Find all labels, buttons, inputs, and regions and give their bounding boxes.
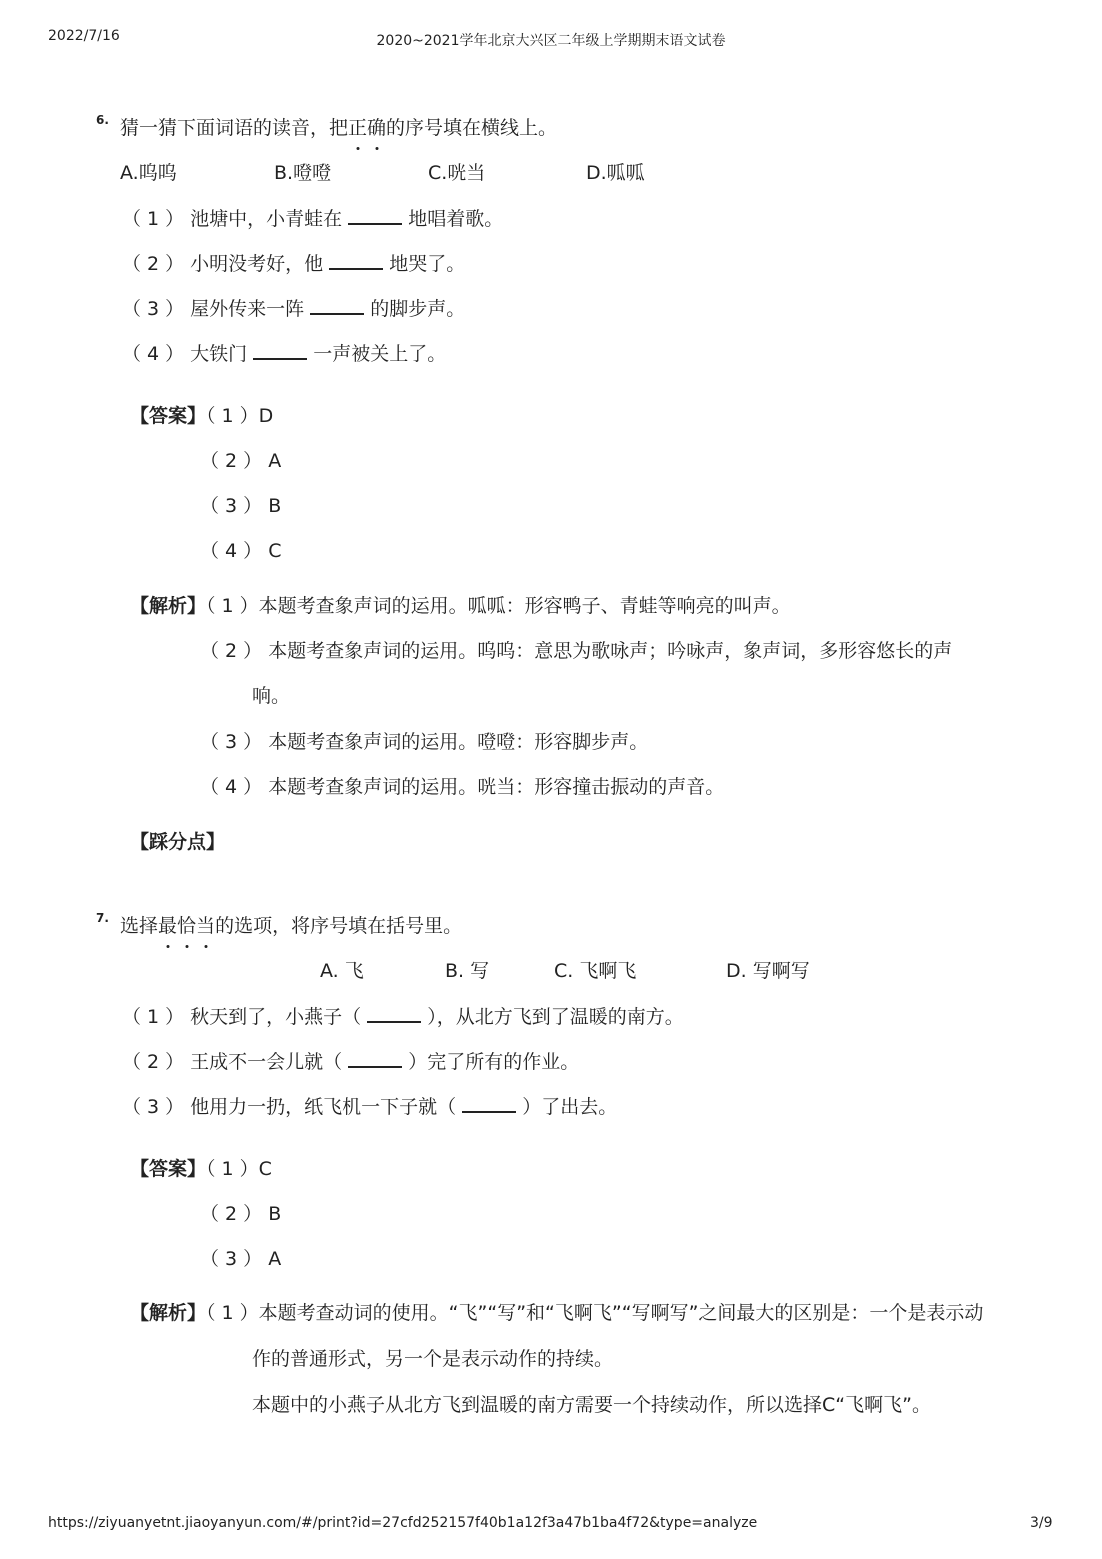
option-a: A. 飞 [320,960,364,982]
item-label: （ 2 ） [122,253,185,275]
answer-blank[interactable] [367,1003,421,1023]
emphasis-char: 确 [367,117,387,139]
item-text: ）了出去。 [522,1096,618,1118]
stem-text: 猜一猜下面词语的读音，把 [120,117,349,139]
answer-value: （ 3 ） B [200,495,282,517]
answer-label: 【答案】 [130,1158,207,1180]
item-label: （ 3 ） [122,298,185,320]
option-c: C.咣当 [428,162,486,184]
document-title: 2020~2021学年北京大兴区二年级上学期期末语文试卷 [376,33,726,49]
emphasis-char: 恰 [177,915,197,937]
item-text: 的脚步声。 [370,298,466,320]
emphasis-char: 最 [158,915,178,937]
analysis-text: 响。 [252,685,291,707]
emphasis-char: 当 [196,915,216,937]
analysis-label: 【解析】 [130,595,207,617]
emphasis-char: 正 [348,117,368,139]
analysis-text: （ 2 ） 本题考查象声词的运用。呜呜：意思为歌咏声；吟咏声，象声词，多形容悠长的声 [200,640,953,662]
analysis-section [130,1300,983,1326]
answer-section [130,403,273,429]
item-text: 王成不一会儿就（ [190,1051,343,1073]
sub-question-4 [122,340,446,367]
stem-text: 的选项，将序号填在括号里。 [215,915,463,937]
answer-section [130,1156,272,1182]
question-number: 6. [96,113,109,127]
item-text: 大铁门 [190,343,248,365]
item-text: ），从北方飞到了温暖的南方。 [427,1006,684,1028]
answer-blank[interactable] [348,205,402,225]
option-b: B.噔噔 [274,162,332,184]
answer-value: （ 2 ） A [200,450,282,472]
sub-question-1 [122,1003,684,1030]
answer-label: 【答案】 [130,405,207,427]
item-text: 小明没考好，他 [190,253,324,275]
item-text: 屋外传来一阵 [190,298,305,320]
analysis-text: （ 1 ）本题考查动词的使用。“飞”“写”和“飞啊飞”“写啊写”之间最大的区别是：一个是表示动 [206,1302,984,1324]
sub-question-2 [122,1048,579,1075]
item-text: 地哭了。 [389,253,466,275]
item-label: （ 4 ） [122,343,185,365]
stem-text: 选择 [120,915,159,937]
page-url[interactable]: https://ziyuanyetnt.jiaoyanyun.com/#/print?id=27cfd252157f40b1a12f3a47b1ba4f72&type=analyze [48,1515,758,1531]
option-a: A.呜呜 [120,162,177,184]
answer-blank[interactable] [310,295,364,315]
sub-question-3 [122,295,465,322]
item-text: 秋天到了，小燕子（ [190,1006,362,1028]
answer-value: （ 1 ）D [206,405,274,427]
analysis-text: （ 1 ）本题考查象声词的运用。呱呱：形容鸭子、青蛙等响亮的叫声。 [206,595,791,617]
analysis-text: （ 4 ） 本题考查象声词的运用。咣当：形容撞击振动的声音。 [200,776,725,798]
sub-question-1 [122,205,503,232]
scoring-points-label: 【踩分点】 [130,831,226,853]
option-c: C. 飞啊飞 [554,960,637,982]
item-text: 池塘中，小青蛙在 [190,208,343,230]
sub-question-2 [122,250,465,277]
answer-blank[interactable] [462,1093,516,1113]
stem-text: 的序号填在横线上。 [386,117,558,139]
item-label: （ 1 ） [122,1006,185,1028]
print-date: 2022/7/16 [48,28,120,44]
analysis-section [130,593,791,619]
item-text: 一声被关上了。 [313,343,447,365]
answer-value: （ 1 ）C [206,1158,272,1180]
sub-question-3 [122,1093,617,1120]
answer-value: （ 4 ） C [200,540,282,562]
item-label: （ 2 ） [122,1051,185,1073]
analysis-text: 本题中的小燕子从北方飞到温暖的南方需要一个持续动作，所以选择C“飞啊飞”。 [252,1394,931,1416]
answer-value: （ 3 ） A [200,1248,282,1270]
option-d: D.呱呱 [586,162,645,184]
analysis-text: （ 3 ） 本题考查象声词的运用。噔噔：形容脚步声。 [200,731,649,753]
answer-value: （ 2 ） B [200,1203,282,1225]
option-d: D. 写啊写 [726,960,810,982]
question-stem [120,913,462,939]
item-text: 他用力一扔，纸飞机一下子就（ [190,1096,457,1118]
page-number: 3/9 [1030,1515,1053,1531]
item-text: 地唱着歌。 [408,208,504,230]
item-label: （ 1 ） [122,208,185,230]
question-number: 7. [96,911,109,925]
question-stem [120,115,557,141]
analysis-label: 【解析】 [130,1302,207,1324]
item-label: （ 3 ） [122,1096,185,1118]
option-b: B. 写 [445,960,490,982]
item-text: ）完了所有的作业。 [408,1051,580,1073]
answer-blank[interactable] [329,250,383,270]
analysis-text: 作的普通形式，另一个是表示动作的持续。 [252,1348,614,1370]
answer-blank[interactable] [253,340,307,360]
answer-blank[interactable] [348,1048,402,1068]
